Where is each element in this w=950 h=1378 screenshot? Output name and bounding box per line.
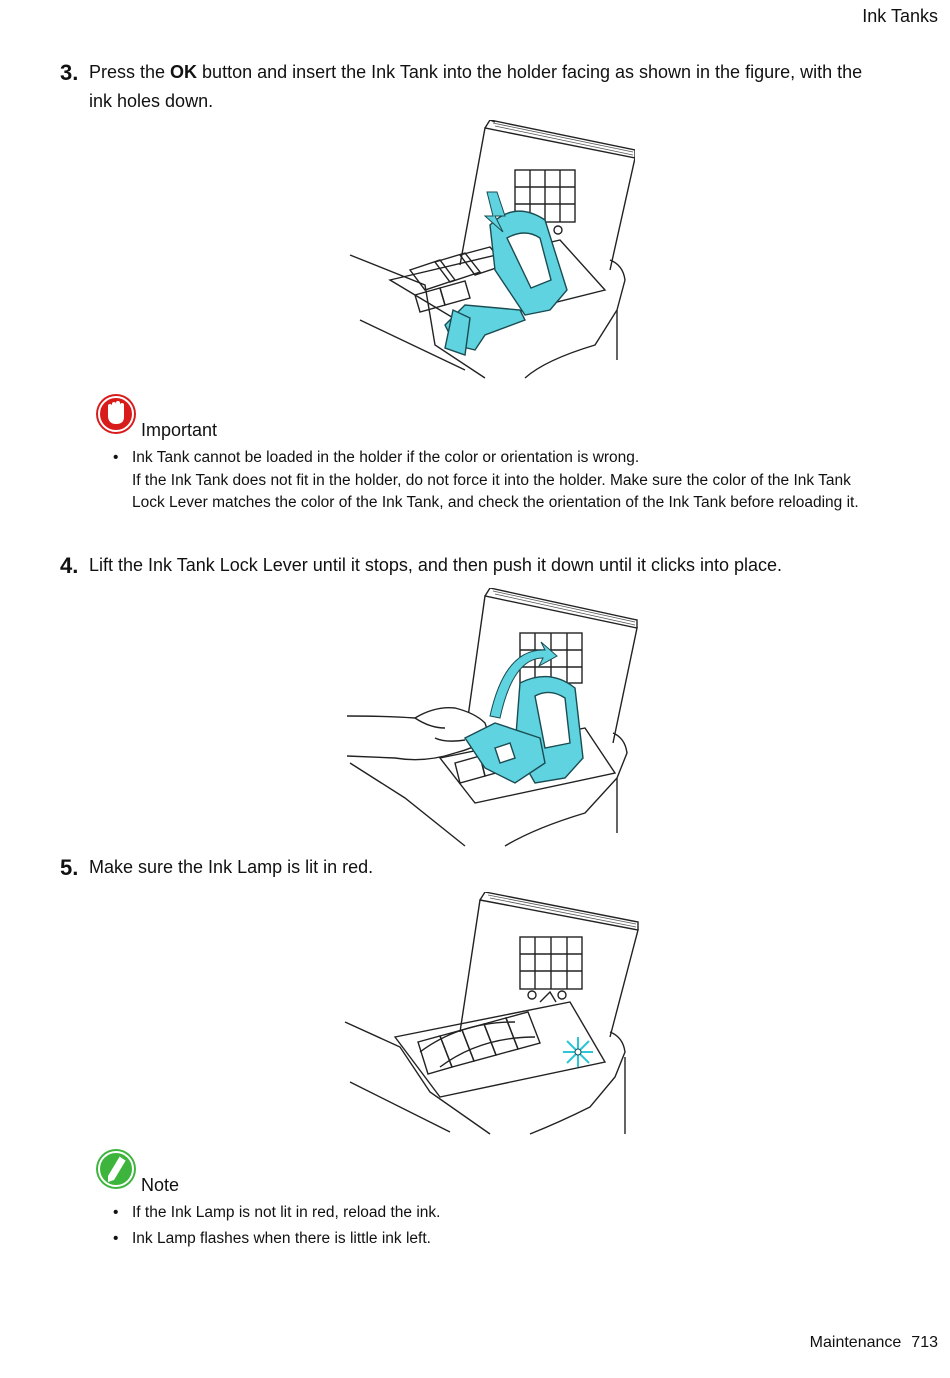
pencil-icon (95, 1148, 137, 1190)
important-item-line1: Ink Tank cannot be loaded in the holder if the color or orientation is wrong. (132, 449, 640, 466)
important-title: Important (141, 420, 218, 440)
note-item-2-text: Ink Lamp flashes when there is little ink left. (132, 1230, 431, 1247)
figure-lock-lever (345, 588, 640, 848)
step-number-5: 5. (60, 855, 79, 880)
step-number-4: 4. (60, 553, 79, 578)
step-3-text (89, 58, 889, 116)
note-item-1-text: If the Ink Lamp is not lit in red, reload the ink. (132, 1204, 441, 1221)
note-item-2 (113, 1228, 883, 1252)
page-footer (800, 1334, 938, 1352)
step-5-text: Make sure the Ink Lamp is lit in red. (89, 857, 374, 877)
bullet-dot: • (113, 1204, 119, 1221)
note-item-1 (113, 1202, 883, 1226)
ok-button-label: OK (170, 62, 198, 82)
step-3-text-start: Press the (89, 62, 171, 82)
page-number: 713 (911, 1334, 938, 1351)
figure-ink-lamp (340, 892, 640, 1137)
bullet-dot: • (113, 1230, 119, 1247)
figure-insert-ink-tank (345, 120, 635, 380)
stop-hand-icon (95, 393, 137, 435)
important-item-line2: If the Ink Tank does not fit in the holder, do not force it into the holder. Make sure the color of the Ink Tank Lock Lever matches the color of the Ink Tank, and check the orientation of the Ink Tank before reloading it. (132, 471, 859, 511)
running-header: Ink Tanks (862, 6, 938, 26)
important-item (113, 447, 883, 539)
step-3-text-end: button and insert the Ink Tank into the holder facing as shown in the figure, with the ink holes down. (89, 62, 863, 111)
note-title: Note (141, 1175, 180, 1195)
footer-section: Maintenance (809, 1334, 902, 1351)
bullet-dot: • (113, 449, 119, 466)
step-4-text: Lift the Ink Tank Lock Lever until it stops, and then push it down until it clicks into place. (89, 555, 783, 575)
step-number-3: 3. (60, 60, 79, 85)
